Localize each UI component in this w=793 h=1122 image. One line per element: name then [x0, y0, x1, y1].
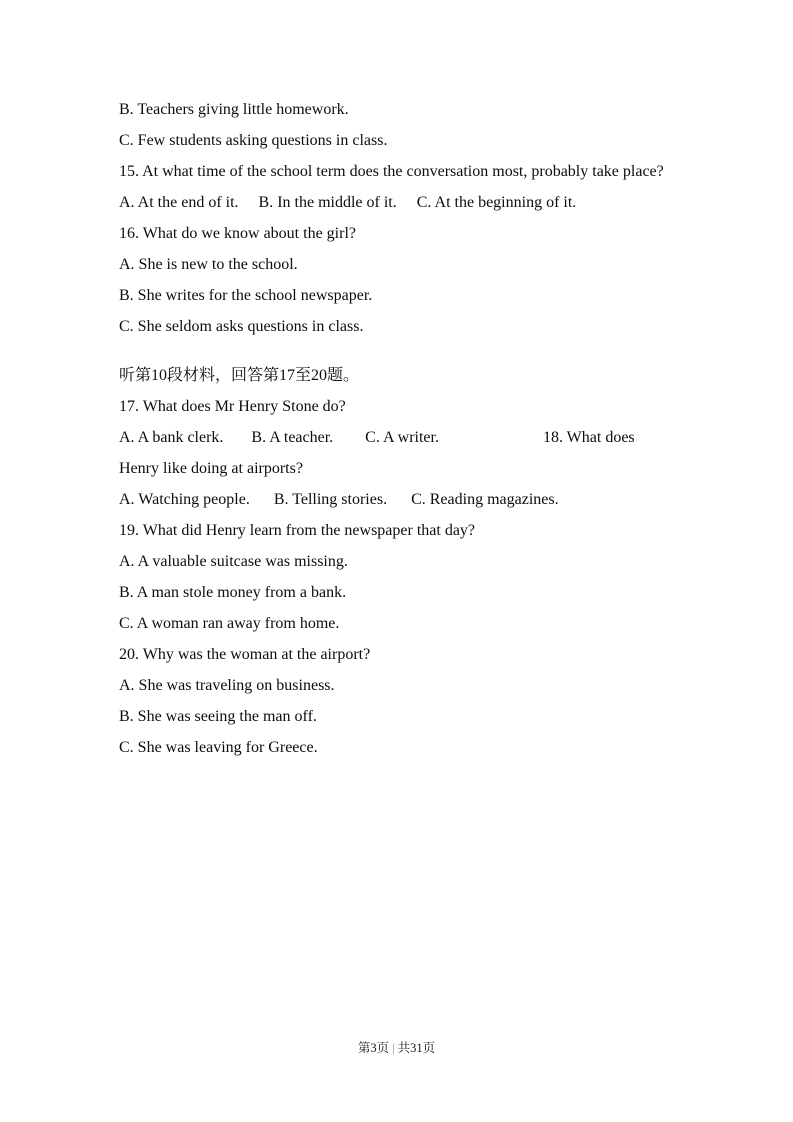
document-content: [119, 100, 703, 769]
answer-option-line: C. A woman ran away from home.: [119, 615, 340, 632]
section-instruction-line: 听第10段材料，回答第17至20题。: [119, 367, 360, 384]
question-line: 17. What does Mr Henry Stone do?: [119, 398, 346, 415]
answer-option-line: B. A man stole money from a bank.: [119, 584, 347, 601]
answer-option-line: C. She was leaving for Greece.: [119, 739, 318, 756]
question-line: 20. Why was the woman at the airport?: [119, 646, 371, 663]
answer-option-line: A. She is new to the school.: [119, 256, 298, 273]
answer-option-line: A. A valuable suitcase was missing.: [119, 553, 348, 570]
question-line: 15. At what time of the school term does the conversation most, probably take place?: [119, 163, 664, 180]
question-line: 16. What do we know about the girl?: [119, 225, 356, 242]
answer-option-line: C. She seldom asks questions in class.: [119, 318, 364, 335]
page-number-label: 第3页: [357, 1041, 390, 1055]
answer-option-line: B. She was seeing the man off.: [119, 708, 317, 725]
answer-option-line: B. She writes for the school newspaper.: [119, 287, 373, 304]
answer-options-row: A. A bank clerk. B. A teacher. C. A writer. 18. What does: [119, 429, 635, 446]
page-footer: [0, 1038, 793, 1056]
question-line: 19. What did Henry learn from the newspaper that day?: [119, 522, 476, 539]
answer-option-line: C. Few students asking questions in class.: [119, 132, 388, 149]
answer-option-line: A. She was traveling on business.: [119, 677, 335, 694]
answer-options-row: A. At the end of it. B. In the middle of it. C. At the beginning of it.: [119, 194, 577, 211]
question-continuation-line: Henry like doing at airports?: [119, 460, 303, 477]
page-total-label: 共31页: [397, 1041, 436, 1055]
answer-options-row: A. Watching people. B. Telling stories. C. Reading magazines.: [119, 491, 559, 508]
footer-separator: |: [392, 1041, 395, 1055]
answer-option-line: B. Teachers giving little homework.: [119, 101, 349, 118]
